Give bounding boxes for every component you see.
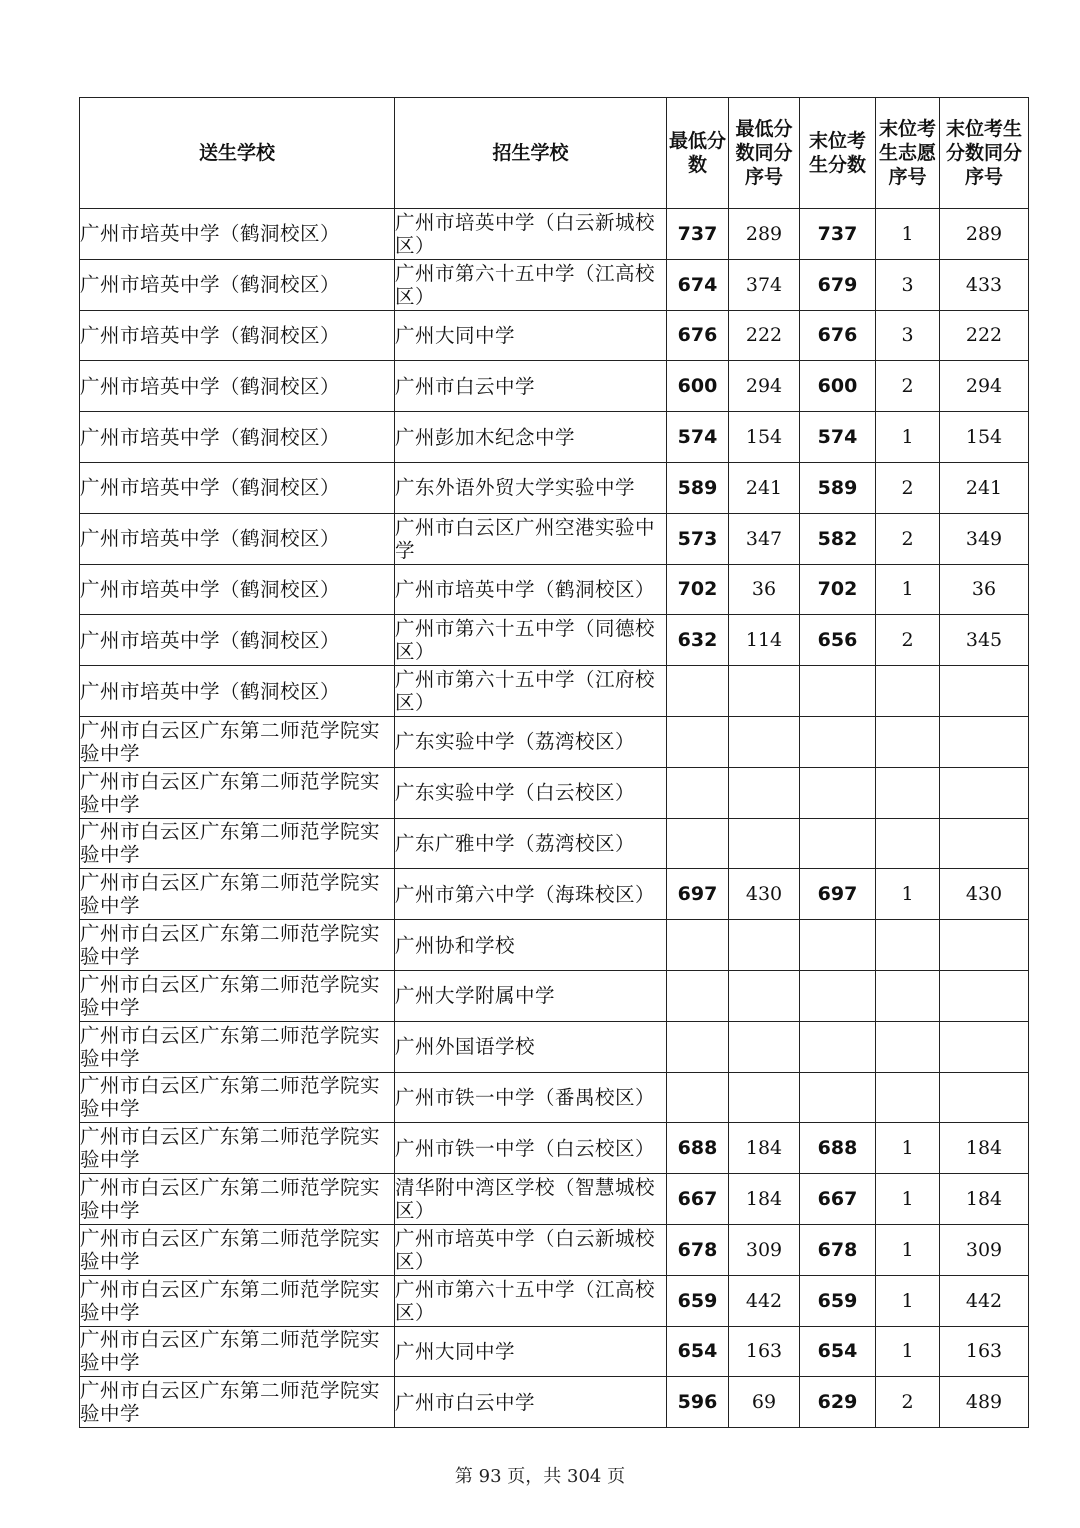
min-score-cell (667, 1021, 729, 1072)
min-score-cell: 654 (667, 1326, 729, 1377)
recruit-school-cell: 广州大同中学 (395, 310, 667, 361)
last-wish-order-cell (876, 1072, 940, 1123)
min-score-rank-cell: 69 (729, 1377, 800, 1428)
last-score-cell: 574 (800, 412, 876, 463)
header-last-score: 末位考生分数 (800, 98, 876, 209)
send-school-cell: 广州市白云区广东第二师范学院实验中学 (80, 716, 395, 767)
min-score-rank-cell: 294 (729, 361, 800, 412)
last-wish-order-cell: 2 (876, 361, 940, 412)
recruit-school-cell: 广州市白云中学 (395, 1377, 667, 1428)
send-school-cell: 广州市白云区广东第二师范学院实验中学 (80, 970, 395, 1021)
min-score-cell: 678 (667, 1224, 729, 1275)
table-row (80, 1224, 1029, 1275)
min-score-cell (667, 970, 729, 1021)
min-score-rank-cell: 309 (729, 1224, 800, 1275)
min-score-rank-cell: 241 (729, 462, 800, 513)
last-wish-order-cell (876, 920, 940, 971)
min-score-cell (667, 666, 729, 717)
recruit-school-cell: 广州市铁一中学（番禺校区） (395, 1072, 667, 1123)
min-score-cell: 737 (667, 209, 729, 260)
table-row (80, 615, 1029, 666)
page-footer: 第 93 页，共 304 页 (454, 1466, 626, 1487)
last-wish-order-cell: 2 (876, 1377, 940, 1428)
min-score-rank-cell (729, 920, 800, 971)
table-row (80, 716, 1029, 767)
last-wish-order-cell (876, 666, 940, 717)
last-score-cell: 659 (800, 1275, 876, 1326)
header-min-score: 最低分数 (667, 98, 729, 209)
recruit-school-cell: 广州市白云区广州空港实验中学 (395, 513, 667, 564)
table-row (80, 1377, 1029, 1428)
min-score-rank-cell (729, 666, 800, 717)
last-wish-order-cell: 1 (876, 564, 940, 615)
send-school-cell: 广州市白云区广东第二师范学院实验中学 (80, 869, 395, 920)
min-score-rank-cell: 347 (729, 513, 800, 564)
min-score-cell: 697 (667, 869, 729, 920)
last-score-rank-cell: 349 (940, 513, 1029, 564)
min-score-cell: 659 (667, 1275, 729, 1326)
recruit-school-cell: 广州市第六十五中学（同德校区） (395, 615, 667, 666)
table-row (80, 666, 1029, 717)
last-wish-order-cell (876, 1021, 940, 1072)
last-score-rank-cell (940, 970, 1029, 1021)
last-score-cell (800, 716, 876, 767)
table-row (80, 462, 1029, 513)
send-school-cell: 广州市培英中学（鹤洞校区） (80, 259, 395, 310)
last-score-rank-cell: 345 (940, 615, 1029, 666)
last-wish-order-cell (876, 767, 940, 818)
last-score-cell (800, 818, 876, 869)
last-score-rank-cell (940, 767, 1029, 818)
table-row (80, 1072, 1029, 1123)
min-score-cell: 596 (667, 1377, 729, 1428)
table-row (80, 209, 1029, 260)
recruit-school-cell: 广州市培英中学（鹤洞校区） (395, 564, 667, 615)
table-row (80, 1326, 1029, 1377)
recruit-school-cell: 广东广雅中学（荔湾校区） (395, 818, 667, 869)
send-school-cell: 广州市培英中学（鹤洞校区） (80, 310, 395, 361)
last-score-cell: 688 (800, 1123, 876, 1174)
recruit-school-cell: 广东实验中学（荔湾校区） (395, 716, 667, 767)
send-school-cell: 广州市白云区广东第二师范学院实验中学 (80, 1377, 395, 1428)
recruit-school-cell: 清华附中湾区学校（智慧城校区） (395, 1174, 667, 1225)
recruit-school-cell: 广东实验中学（白云校区） (395, 767, 667, 818)
last-wish-order-cell (876, 970, 940, 1021)
last-wish-order-cell (876, 716, 940, 767)
last-score-rank-cell: 154 (940, 412, 1029, 463)
min-score-cell: 676 (667, 310, 729, 361)
min-score-rank-cell (729, 716, 800, 767)
min-score-cell: 667 (667, 1174, 729, 1225)
send-school-cell: 广州市培英中学（鹤洞校区） (80, 615, 395, 666)
last-score-rank-cell: 184 (940, 1174, 1029, 1225)
table-body (80, 209, 1029, 1428)
last-score-cell: 678 (800, 1224, 876, 1275)
send-school-cell: 广州市培英中学（鹤洞校区） (80, 513, 395, 564)
table-row (80, 564, 1029, 615)
min-score-cell: 574 (667, 412, 729, 463)
min-score-rank-cell: 184 (729, 1174, 800, 1225)
last-score-rank-cell: 36 (940, 564, 1029, 615)
last-score-rank-cell: 309 (940, 1224, 1029, 1275)
min-score-rank-cell (729, 970, 800, 1021)
last-score-rank-cell (940, 666, 1029, 717)
table-row (80, 259, 1029, 310)
header-recruit-school: 招生学校 (395, 98, 667, 209)
last-score-cell: 656 (800, 615, 876, 666)
min-score-rank-cell (729, 818, 800, 869)
send-school-cell: 广州市培英中学（鹤洞校区） (80, 361, 395, 412)
recruit-school-cell: 广州大学附属中学 (395, 970, 667, 1021)
last-score-rank-cell: 289 (940, 209, 1029, 260)
table-row (80, 412, 1029, 463)
admission-score-table (79, 97, 1029, 1428)
last-wish-order-cell: 1 (876, 412, 940, 463)
send-school-cell: 广州市白云区广东第二师范学院实验中学 (80, 1326, 395, 1377)
send-school-cell: 广州市白云区广东第二师范学院实验中学 (80, 767, 395, 818)
min-score-rank-cell: 222 (729, 310, 800, 361)
min-score-cell (667, 818, 729, 869)
min-score-rank-cell: 374 (729, 259, 800, 310)
recruit-school-cell: 广州市培英中学（白云新城校区） (395, 1224, 667, 1275)
last-score-cell (800, 666, 876, 717)
send-school-cell: 广州市白云区广东第二师范学院实验中学 (80, 1021, 395, 1072)
send-school-cell: 广州市白云区广东第二师范学院实验中学 (80, 818, 395, 869)
recruit-school-cell: 广州市白云中学 (395, 361, 667, 412)
last-score-cell: 629 (800, 1377, 876, 1428)
last-score-rank-cell: 222 (940, 310, 1029, 361)
last-score-cell: 667 (800, 1174, 876, 1225)
table-row (80, 310, 1029, 361)
last-wish-order-cell: 1 (876, 1123, 940, 1174)
last-score-cell: 702 (800, 564, 876, 615)
table-row (80, 767, 1029, 818)
min-score-rank-cell: 36 (729, 564, 800, 615)
last-score-rank-cell: 442 (940, 1275, 1029, 1326)
recruit-school-cell: 广州市培英中学（白云新城校区） (395, 209, 667, 260)
table-row (80, 361, 1029, 412)
min-score-rank-cell (729, 1072, 800, 1123)
last-score-rank-cell: 489 (940, 1377, 1029, 1428)
table-row (80, 1275, 1029, 1326)
min-score-cell: 632 (667, 615, 729, 666)
min-score-rank-cell: 114 (729, 615, 800, 666)
last-wish-order-cell: 1 (876, 209, 940, 260)
last-wish-order-cell: 1 (876, 1224, 940, 1275)
min-score-cell (667, 920, 729, 971)
table-row (80, 970, 1029, 1021)
last-score-cell: 679 (800, 259, 876, 310)
table-row (80, 1123, 1029, 1174)
min-score-cell (667, 716, 729, 767)
last-wish-order-cell: 2 (876, 462, 940, 513)
last-score-rank-cell (940, 1072, 1029, 1123)
min-score-rank-cell: 154 (729, 412, 800, 463)
last-wish-order-cell: 3 (876, 310, 940, 361)
send-school-cell: 广州市白云区广东第二师范学院实验中学 (80, 1174, 395, 1225)
recruit-school-cell: 广东外语外贸大学实验中学 (395, 462, 667, 513)
last-score-cell (800, 970, 876, 1021)
last-score-cell (800, 1072, 876, 1123)
min-score-rank-cell: 442 (729, 1275, 800, 1326)
recruit-school-cell: 广州彭加木纪念中学 (395, 412, 667, 463)
recruit-school-cell: 广州市第六十五中学（江高校区） (395, 259, 667, 310)
send-school-cell: 广州市白云区广东第二师范学院实验中学 (80, 1224, 395, 1275)
min-score-rank-cell: 184 (729, 1123, 800, 1174)
recruit-school-cell: 广州协和学校 (395, 920, 667, 971)
min-score-cell (667, 1072, 729, 1123)
last-score-rank-cell (940, 1021, 1029, 1072)
last-score-cell: 737 (800, 209, 876, 260)
send-school-cell: 广州市白云区广东第二师范学院实验中学 (80, 1275, 395, 1326)
send-school-cell: 广州市培英中学（鹤洞校区） (80, 564, 395, 615)
min-score-rank-cell (729, 1021, 800, 1072)
last-score-rank-cell: 294 (940, 361, 1029, 412)
last-score-rank-cell: 241 (940, 462, 1029, 513)
min-score-rank-cell: 430 (729, 869, 800, 920)
last-score-cell: 676 (800, 310, 876, 361)
recruit-school-cell: 广州市铁一中学（白云校区） (395, 1123, 667, 1174)
table-row (80, 1174, 1029, 1225)
min-score-rank-cell: 289 (729, 209, 800, 260)
min-score-cell: 702 (667, 564, 729, 615)
min-score-cell: 600 (667, 361, 729, 412)
recruit-school-cell: 广州市第六中学（海珠校区） (395, 869, 667, 920)
last-score-cell: 600 (800, 361, 876, 412)
send-school-cell: 广州市白云区广东第二师范学院实验中学 (80, 920, 395, 971)
min-score-rank-cell (729, 767, 800, 818)
recruit-school-cell: 广州市第六十五中学（江高校区） (395, 1275, 667, 1326)
last-score-cell: 697 (800, 869, 876, 920)
last-wish-order-cell: 1 (876, 1174, 940, 1225)
last-score-rank-cell: 184 (940, 1123, 1029, 1174)
recruit-school-cell: 广州大同中学 (395, 1326, 667, 1377)
table-row (80, 1021, 1029, 1072)
header-send-school: 送生学校 (80, 98, 395, 209)
last-score-cell (800, 920, 876, 971)
min-score-cell (667, 767, 729, 818)
last-wish-order-cell: 1 (876, 869, 940, 920)
last-score-cell: 654 (800, 1326, 876, 1377)
send-school-cell: 广州市白云区广东第二师范学院实验中学 (80, 1123, 395, 1174)
last-wish-order-cell: 3 (876, 259, 940, 310)
last-score-cell: 589 (800, 462, 876, 513)
min-score-cell: 688 (667, 1123, 729, 1174)
last-wish-order-cell: 2 (876, 513, 940, 564)
last-score-cell (800, 767, 876, 818)
last-score-rank-cell: 163 (940, 1326, 1029, 1377)
min-score-cell: 573 (667, 513, 729, 564)
last-wish-order-cell: 1 (876, 1275, 940, 1326)
send-school-cell: 广州市培英中学（鹤洞校区） (80, 412, 395, 463)
recruit-school-cell: 广州外国语学校 (395, 1021, 667, 1072)
last-score-rank-cell (940, 920, 1029, 971)
header-min-score-rank: 最低分数同分序号 (729, 98, 800, 209)
last-score-cell (800, 1021, 876, 1072)
recruit-school-cell: 广州市第六十五中学（江府校区） (395, 666, 667, 717)
send-school-cell: 广州市培英中学（鹤洞校区） (80, 462, 395, 513)
last-wish-order-cell: 2 (876, 615, 940, 666)
last-score-rank-cell: 430 (940, 869, 1029, 920)
send-school-cell: 广州市培英中学（鹤洞校区） (80, 666, 395, 717)
last-score-rank-cell (940, 716, 1029, 767)
header-last-wish-order: 末位考生志愿序号 (876, 98, 940, 209)
table-row (80, 869, 1029, 920)
send-school-cell: 广州市培英中学（鹤洞校区） (80, 209, 395, 260)
last-score-rank-cell (940, 818, 1029, 869)
send-school-cell: 广州市白云区广东第二师范学院实验中学 (80, 1072, 395, 1123)
last-wish-order-cell: 1 (876, 1326, 940, 1377)
table-row (80, 513, 1029, 564)
last-score-rank-cell: 433 (940, 259, 1029, 310)
min-score-cell: 674 (667, 259, 729, 310)
header-last-score-rank: 末位考生分数同分序号 (940, 98, 1029, 209)
header-row (80, 98, 1029, 209)
min-score-cell: 589 (667, 462, 729, 513)
last-wish-order-cell (876, 818, 940, 869)
min-score-rank-cell: 163 (729, 1326, 800, 1377)
table-row (80, 818, 1029, 869)
table-row (80, 920, 1029, 971)
last-score-cell: 582 (800, 513, 876, 564)
